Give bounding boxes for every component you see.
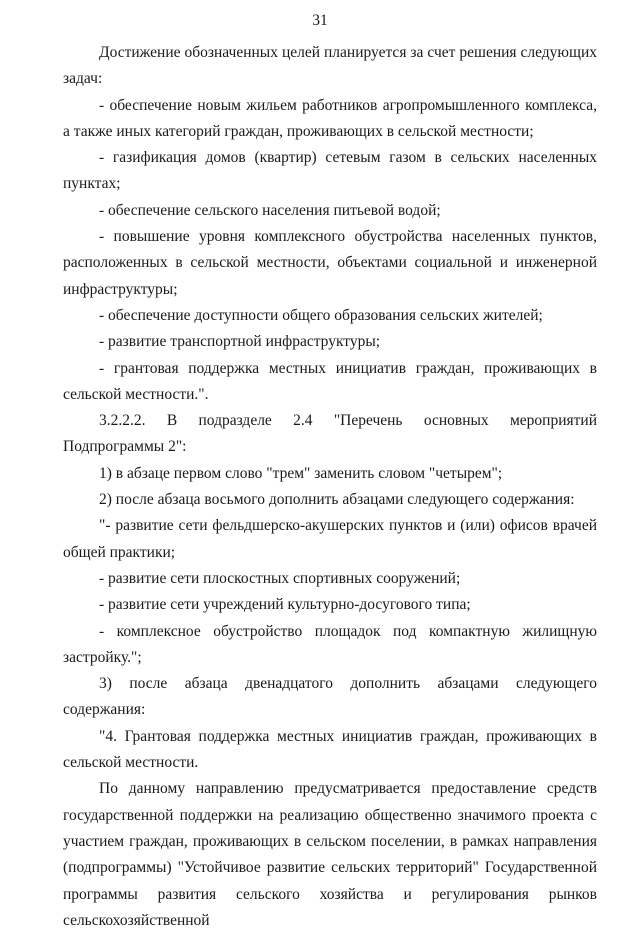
paragraph-section-3-2-2-2: 3.2.2.2. В подразделе 2.4 "Перечень основных мероприятий Подпрограммы 2":	[63, 412, 597, 456]
paragraph-grant-description: По данному направлению предусматривается предоставление средств государственной поддержки на реализацию общественно значимого проекта с участием граждан, проживающих в сельском поселении, в рамках направления (подпрограммы) "Устойчивое развитие сельских территорий" Государственной программы развития сельского хозяйства и регулирования рынков сельскохозяйственной	[63, 780, 597, 929]
list-item-feldsher-points: "- развитие сети фельдшерско-акушерских пунктов и (или) офисов врачей общей практики;	[63, 517, 597, 561]
paragraph-goals-intro: Достижение обозначенных целей планируется за счет решения следующих задач:	[63, 44, 597, 88]
list-item-compact-housing: - комплексное обустройство площадок под компактную жилищную застройку.";	[63, 622, 597, 666]
amendment-item-3: 3) после абзаца двенадцатого дополнить абзацами следующего содержания:	[63, 675, 597, 719]
list-item-grant-support: - грантовая поддержка местных инициатив граждан, проживающих в сельской местности.".	[63, 359, 597, 403]
list-item-cultural-institutions: - развитие сети учреждений культурно-досугового типа;	[99, 596, 471, 614]
page-number: 31	[312, 12, 328, 29]
amendment-item-2: 2) после абзаца восьмого дополнить абзацами следующего содержания:	[99, 491, 575, 509]
document-body	[63, 40, 597, 934]
list-item-sports-facilities: - развитие сети плоскостных спортивных сооружений;	[99, 569, 461, 587]
list-item-infrastructure: - повышение уровня комплексного обустройства населенных пунктов, расположенных в сельской местности, объектами социальной и инженерной инфраструктуры;	[63, 228, 597, 298]
list-item-education: - обеспечение доступности общего образования сельских жителей;	[99, 306, 543, 324]
amendment-item-1: 1) в абзаце первом слово "трем" заменить словом "четырем";	[99, 464, 503, 482]
list-item-drinking-water: - обеспечение сельского населения питьевой водой;	[99, 201, 441, 219]
list-item-housing: - обеспечение новым жильем работников агропромышленного комплекса, а также иных категорий граждан, проживающих в сельской местности;	[63, 96, 597, 140]
list-item-gasification: - газификация домов (квартир) сетевым газом в сельских населенных пунктах;	[63, 149, 597, 193]
list-item-transport: - развитие транспортной инфраструктуры;	[99, 333, 381, 351]
paragraph-grant-heading: "4. Грантовая поддержка местных инициатив граждан, проживающих в сельской местности.	[63, 727, 597, 772]
